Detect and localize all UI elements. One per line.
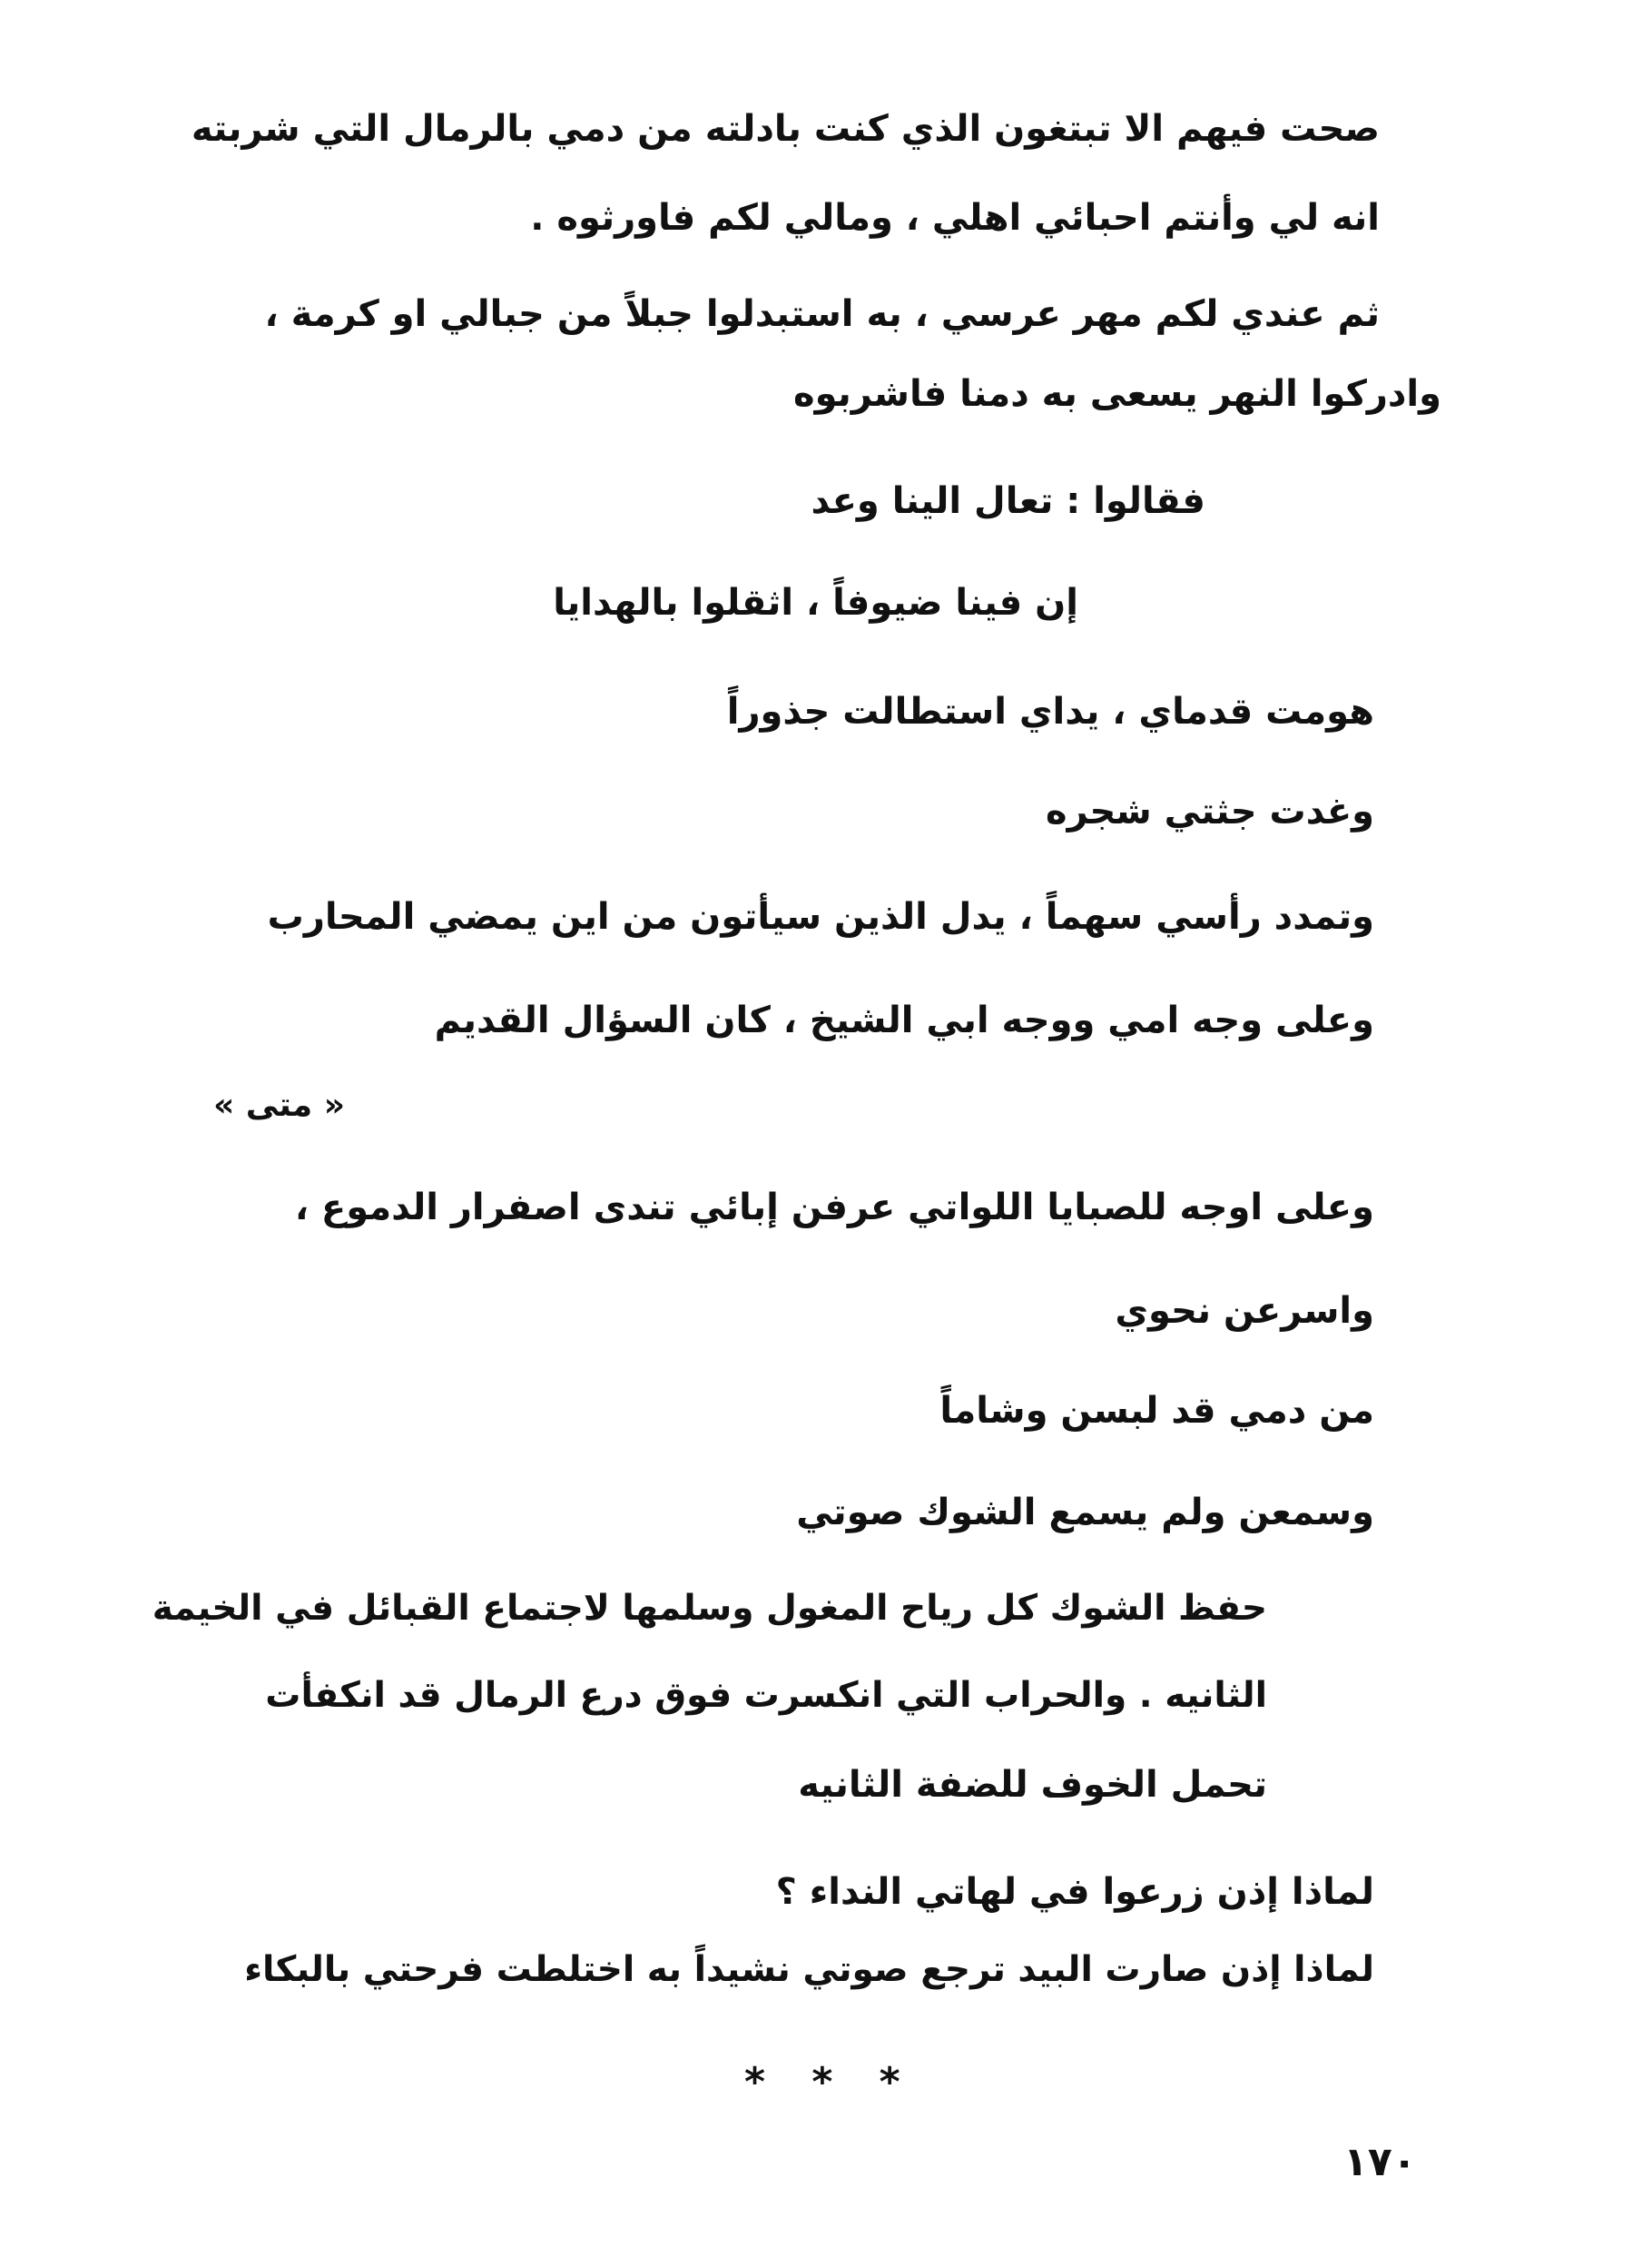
text-line-11: « متى » [213,1087,345,1124]
text-line-9: وتمدد رأسي سهماً ، يدل الذين سيأتون من اين يمضي المحارب [267,896,1374,938]
text-line-15: وسمعن ولم يسمع الشوك صوتي [796,1492,1374,1533]
text-line-10: وعلى وجه امي ووجه ابي الشيخ ، كان السؤال القديم [434,1000,1374,1041]
text-line-16: حفظ الشوك كل رياح المغول وسلمها لاجتماع القبائل في الخيمة [152,1588,1267,1629]
text-line-14: من دمي قد لبسن وشاماً [939,1390,1374,1432]
text-line-6: إن فينا ضيوفاً ، اثقلوا بالهدايا [553,582,1078,624]
text-line-17: الثانيه . والحراب التي انكسرت فوق درع الرمال قد انكفأت [265,1675,1267,1716]
page-number: ١٧٠ [1343,2139,1417,2185]
text-line-4: وادركوا النهر يسعى به دمنا فاشربوه [793,373,1441,415]
text-line-19: لماذا إذن زرعوا في لهاتي النداء ؟ [775,1871,1374,1913]
text-line-12: وعلى اوجه للصبايا اللواتي عرفن إبائي تندى اصفرار الدموع ، [294,1187,1374,1228]
text-line-7: هومت قدماي ، يداي استطالت جذوراً [726,691,1374,733]
text-line-20: لماذا إذن صارت البيد ترجع صوتي نشيداً به اختلطت فرحتي بالبكاء [244,1949,1374,1990]
text-line-5: فقالوا : تعال الينا وعد [811,480,1205,522]
text-line-1: صحت فيهم الا تبتغون الذي كنت بادلته من دمي بالرمال التي شربته [191,108,1380,150]
text-line-2: انه لي وأنتم احبائي اهلي ، ومالي لكم فاورثوه . [530,197,1380,239]
text-line-18: تحمل الخوف للضفة الثانيه [798,1764,1267,1806]
text-line-3: ثم عندي لكم مهر عرسي ، به استبدلوا جبلاً من جبالي او كرمة ، [264,293,1380,335]
text-line-8: وغدت جثتي شجره [1046,791,1374,833]
text-line-13: واسرعن نحوي [1115,1290,1374,1332]
section-separator: * * * [744,2059,917,2105]
